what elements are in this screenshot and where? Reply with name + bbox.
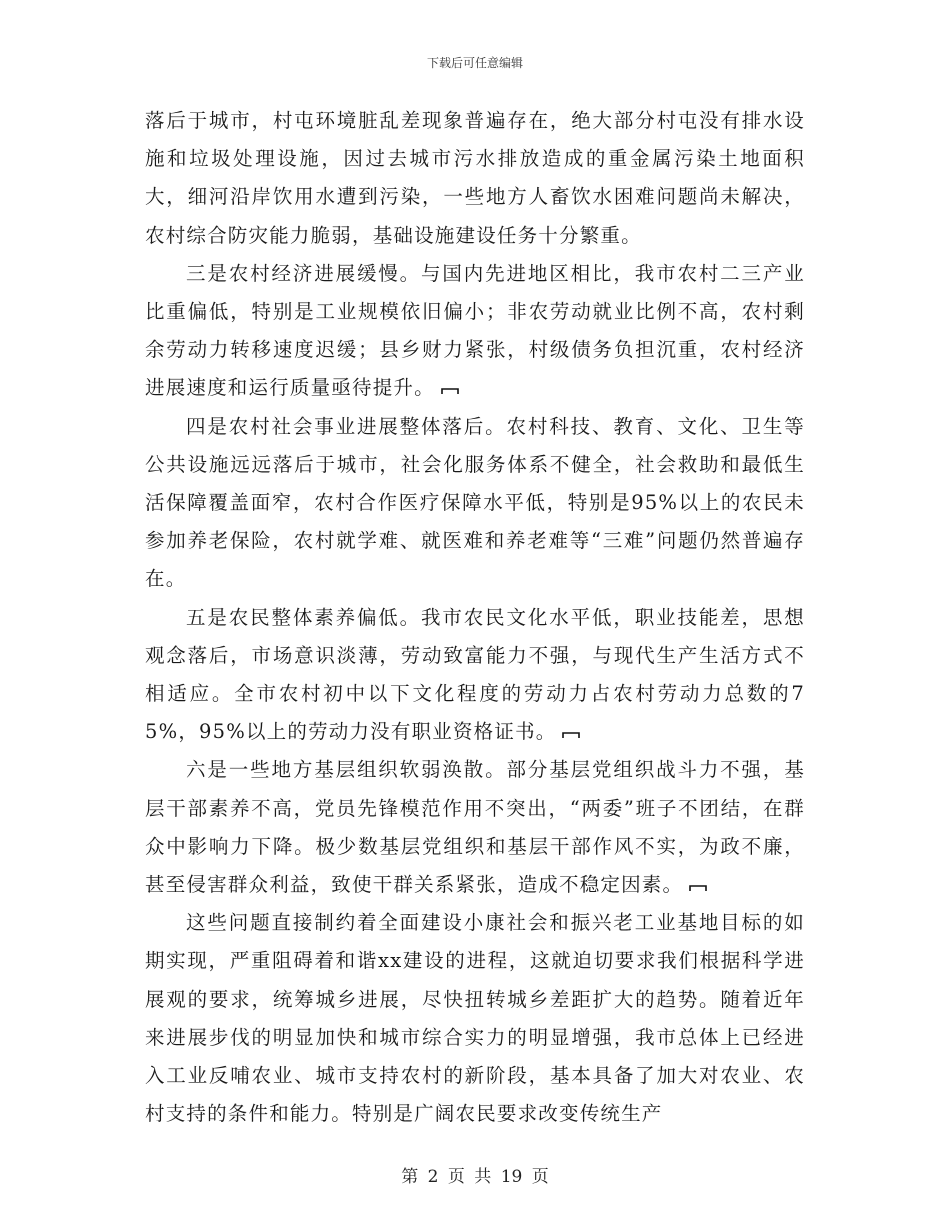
- paragraph-text: 这些问题直接制约着全面建设小康社会和振兴老工业基地目标的如期实现，严重阻碍着和谐xx建设的进程，这就迫切要求我们根据科学进展观的要求，统筹城乡进展，尽快扭转城乡差距扩大的趋势。随着近年来进展步伐的明显加快和城市综合实力的明显增强，我市总体上已经进入工业反哺农业、城市支持农村的新阶段，基本具备了加大对农业、农村支持的条件和能力。特别是广阔农民要求改变传统生产: [145, 911, 805, 1126]
- paragraph-continuation: [145, 102, 805, 255]
- paragraph-text: 三是农村经济进展缓慢。与国内先进地区相比，我市农村二三产业比重偏低，特别是工业规模依旧偏小；非农劳动就业比例不高，农村剩余劳动力转移速度迟缓；县乡财力紧张，村级债务负担沉重，农村经济进展速度和运行质量亟待提升。: [145, 261, 805, 400]
- paragraph-text: 落后于城市，村屯环境脏乱差现象普遍存在，绝大部分村屯没有排水设施和垃圾处理设施，因过去城市污水排放造成的重金属污染土地面积大，细河沿岸饮用水遭到污染，一些地方人畜饮水困难问题尚未解决，农村综合防灾能力脆弱，基础设施建设任务十分繁重。: [145, 109, 805, 247]
- paragraph-farmer-quality: [145, 599, 805, 752]
- paragraph-mark-icon: [441, 387, 459, 395]
- paragraph-mark-icon: [689, 884, 707, 892]
- paragraph-text: 六是一些地方基层组织软弱涣散。部分基层党组织战斗力不强，基层干部素养不高，党员先锋模范作用不突出，“两委”班子不团结，在群众中影响力下降。极少数基层党组织和基层干部作风不实，为政不廉，甚至侵害群众利益，致使干群关系紧张，造成不稳定因素。: [145, 758, 805, 897]
- paragraph-social-affairs: [145, 408, 805, 599]
- paragraph-grassroots-organization: [145, 751, 805, 904]
- paragraph-conclusion: [145, 904, 805, 1133]
- page-number-footer: 第 2 页 共 19 页: [401, 1167, 549, 1187]
- paragraph-text: 五是农民整体素养偏低。我市农民文化水平低，职业技能差，思想观念落后，市场意识淡薄，劳动致富能力不强，与现代生产生活方式不相适应。全市农村初中以下文化程度的劳动力占农村劳动力总数的75%，95%以上的劳动力没有职业资格证书。: [145, 605, 805, 744]
- page-header-note: 下载后可任意编辑: [426, 56, 523, 70]
- paragraph-text: 四是农村社会事业进展整体落后。农村科技、教育、文化、卫生等公共设施远远落后于城市，社会化服务体系不健全，社会救助和最低生活保障覆盖面窄，农村合作医疗保障水平低，特别是95%以上的农民未参加养老保险，农村就学难、就医难和养老难等“三难”问题仍然普遍存在。: [145, 414, 805, 591]
- paragraph-rural-economy: [145, 255, 805, 408]
- document-body: [145, 102, 805, 1133]
- paragraph-mark-icon: [562, 731, 580, 739]
